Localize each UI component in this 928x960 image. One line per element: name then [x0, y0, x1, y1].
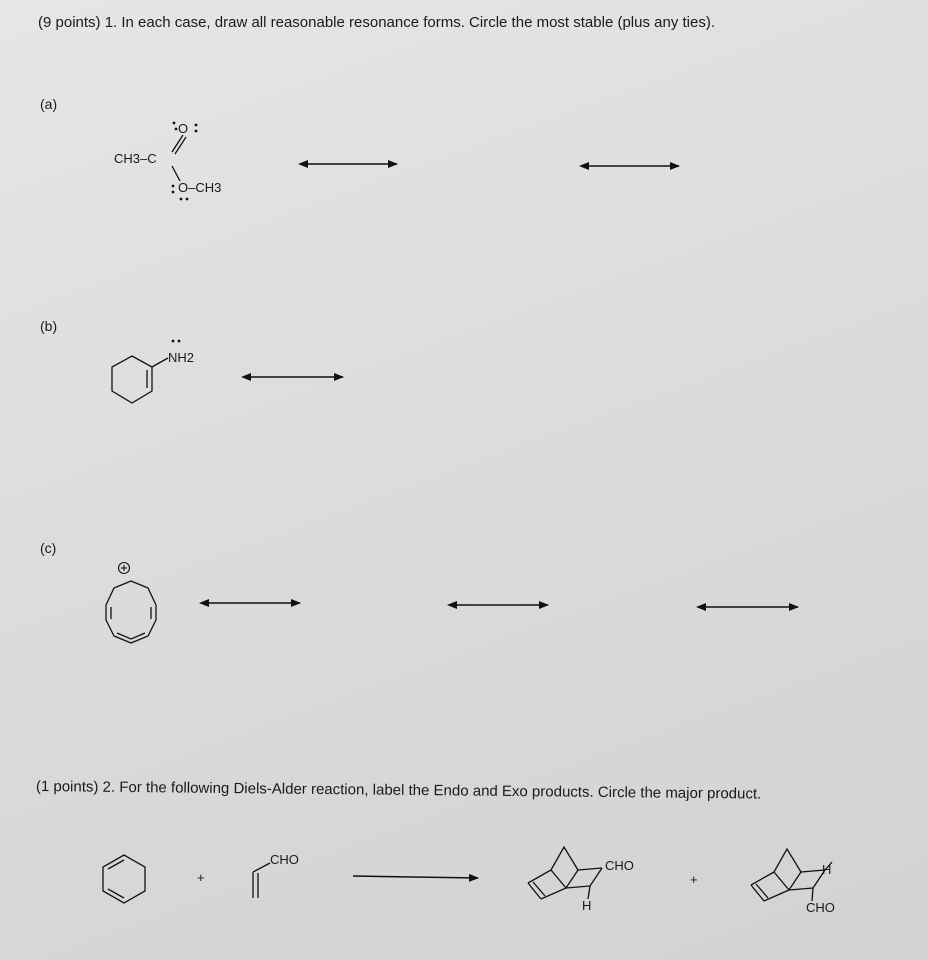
product-2-cho-label: CHO — [806, 900, 835, 915]
cyclohexene-amine-structure — [112, 356, 168, 403]
question-2-title: (1 points) 2. For the following Diels-Alder reaction, label the Endo and Exo products. Circle the major product. — [35, 778, 762, 803]
product-1-bicyclic-structure — [528, 847, 602, 899]
product-2-bicyclic-structure — [751, 849, 832, 901]
ch3-c-label: CH3–C — [114, 151, 157, 166]
plus-sign-1: + — [197, 870, 205, 885]
ester-oxygen-label: O–CH3 — [178, 180, 222, 195]
reaction-arrow — [353, 876, 478, 878]
product-1-cho-label: CHO — [605, 858, 634, 873]
nh2-label: NH2 — [168, 350, 195, 365]
acrolein-structure — [253, 863, 270, 898]
carbonyl-oxygen-label: O — [178, 121, 189, 136]
part-a-label: (a) — [40, 96, 58, 112]
question-1-title: (9 points) 1. In each case, draw all reasonable resonance forms. Circle the most stable (plus any ties). — [38, 14, 715, 31]
ester-structure — [172, 135, 186, 181]
product-2-h-label: H — [822, 862, 832, 877]
dienophile-cho-label: CHO — [270, 852, 299, 867]
lone-pairs-a — [172, 122, 198, 201]
part-c-label: (c) — [40, 540, 57, 556]
positive-charge-symbol — [119, 563, 130, 574]
lone-pair-nh2 — [172, 340, 181, 343]
cyclooctatrienyl-cation-structure — [106, 581, 156, 643]
part-b-label: (b) — [40, 318, 58, 334]
plus-sign-2: + — [690, 872, 698, 887]
product-1-h-label: H — [582, 898, 592, 913]
cyclohexadiene-structure — [103, 855, 145, 903]
